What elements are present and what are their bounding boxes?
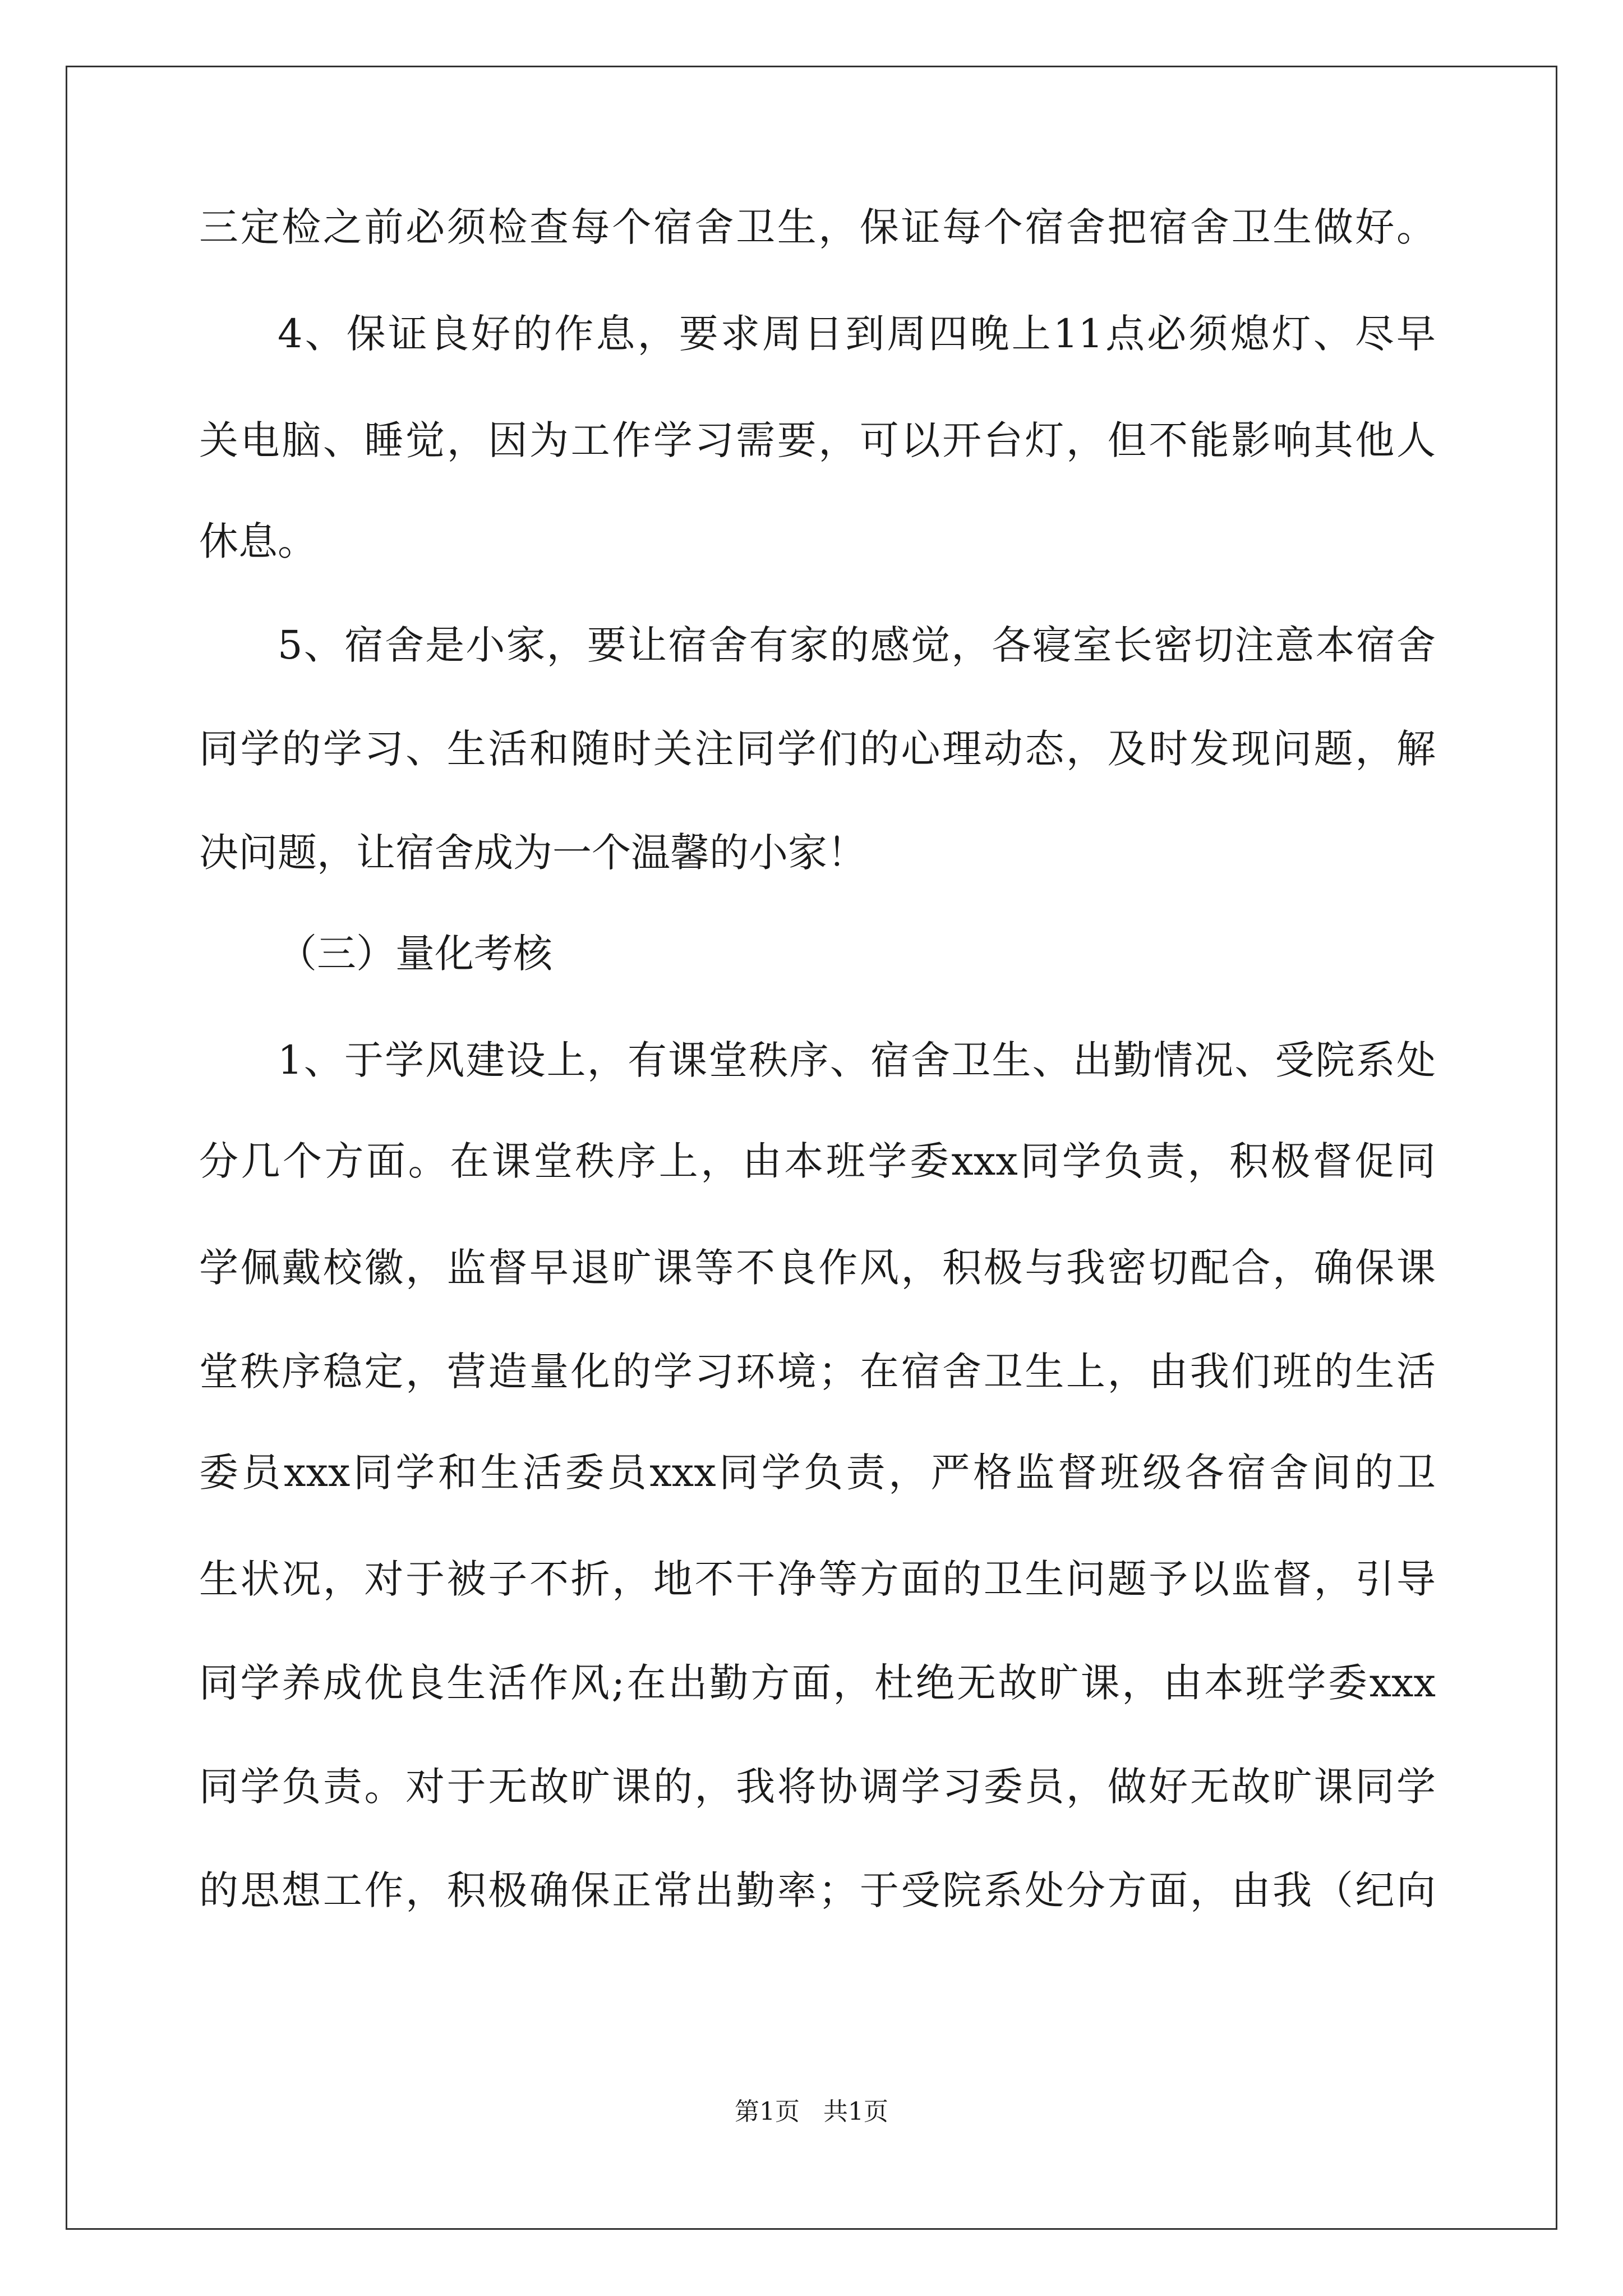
page-footer xyxy=(0,2095,1623,2129)
text-line: 堂秩序稳定，营造量化的学习环境；在宿舍卫生上，由我们班的生活 xyxy=(199,1349,1436,1395)
text-line: 决问题，让宿舍成为一个温馨的小家！ xyxy=(199,830,866,876)
section-heading: （三）量化考核 xyxy=(278,931,552,977)
text-line: 休息。 xyxy=(199,518,317,564)
paragraph-5-line-1: 5、宿舍是小家，要让宿舍有家的感觉，各寝室长密切注意本宿舍 xyxy=(278,622,1436,668)
text-line: 委员xxx同学和生活委员xxx同学负责，严格监督班级各宿舍间的卫 xyxy=(199,1450,1436,1496)
text-line: 同学负责。对于无故旷课的，我将协调学习委员，做好无故旷课同学 xyxy=(199,1764,1436,1810)
text-line: 三定检之前必须检查每个宿舍卫生，保证每个宿舍把宿舍卫生做好。 xyxy=(199,204,1436,250)
text-line: 同学的学习、生活和随时关注同学们的心理动态，及时发现问题，解 xyxy=(199,726,1436,772)
text-line: 关电脑、睡觉，因为工作学习需要，可以开台灯，但不能影响其他人 xyxy=(199,417,1436,463)
text-line: 生状况，对于被子不折，地不干净等方面的卫生问题予以监督，引导 xyxy=(199,1556,1436,1602)
page-number: 第1页 xyxy=(735,2097,800,2126)
text-line: 同学养成优良生活作风;在出勤方面，杜绝无故旷课，由本班学委xxx xyxy=(199,1660,1436,1706)
text-line: 的思想工作，积极确保正常出勤率；于受院系处分方面，由我（纪向 xyxy=(199,1867,1436,1913)
paragraph-4-line-1: 4、保证良好的作息，要求周日到周四晚上11点必须熄灯、尽早 xyxy=(278,311,1436,357)
text-line: 分几个方面。在课堂秩序上，由本班学委xxx同学负责，积极督促同 xyxy=(199,1138,1436,1184)
page-total: 共1页 xyxy=(823,2097,888,2126)
paragraph-1-line-1: 1、于学风建设上，有课堂秩序、宿舍卫生、出勤情况、受院系处 xyxy=(278,1037,1436,1083)
text-line: 学佩戴校徽，监督早退旷课等不良作风，积极与我密切配合，确保课 xyxy=(199,1245,1436,1291)
